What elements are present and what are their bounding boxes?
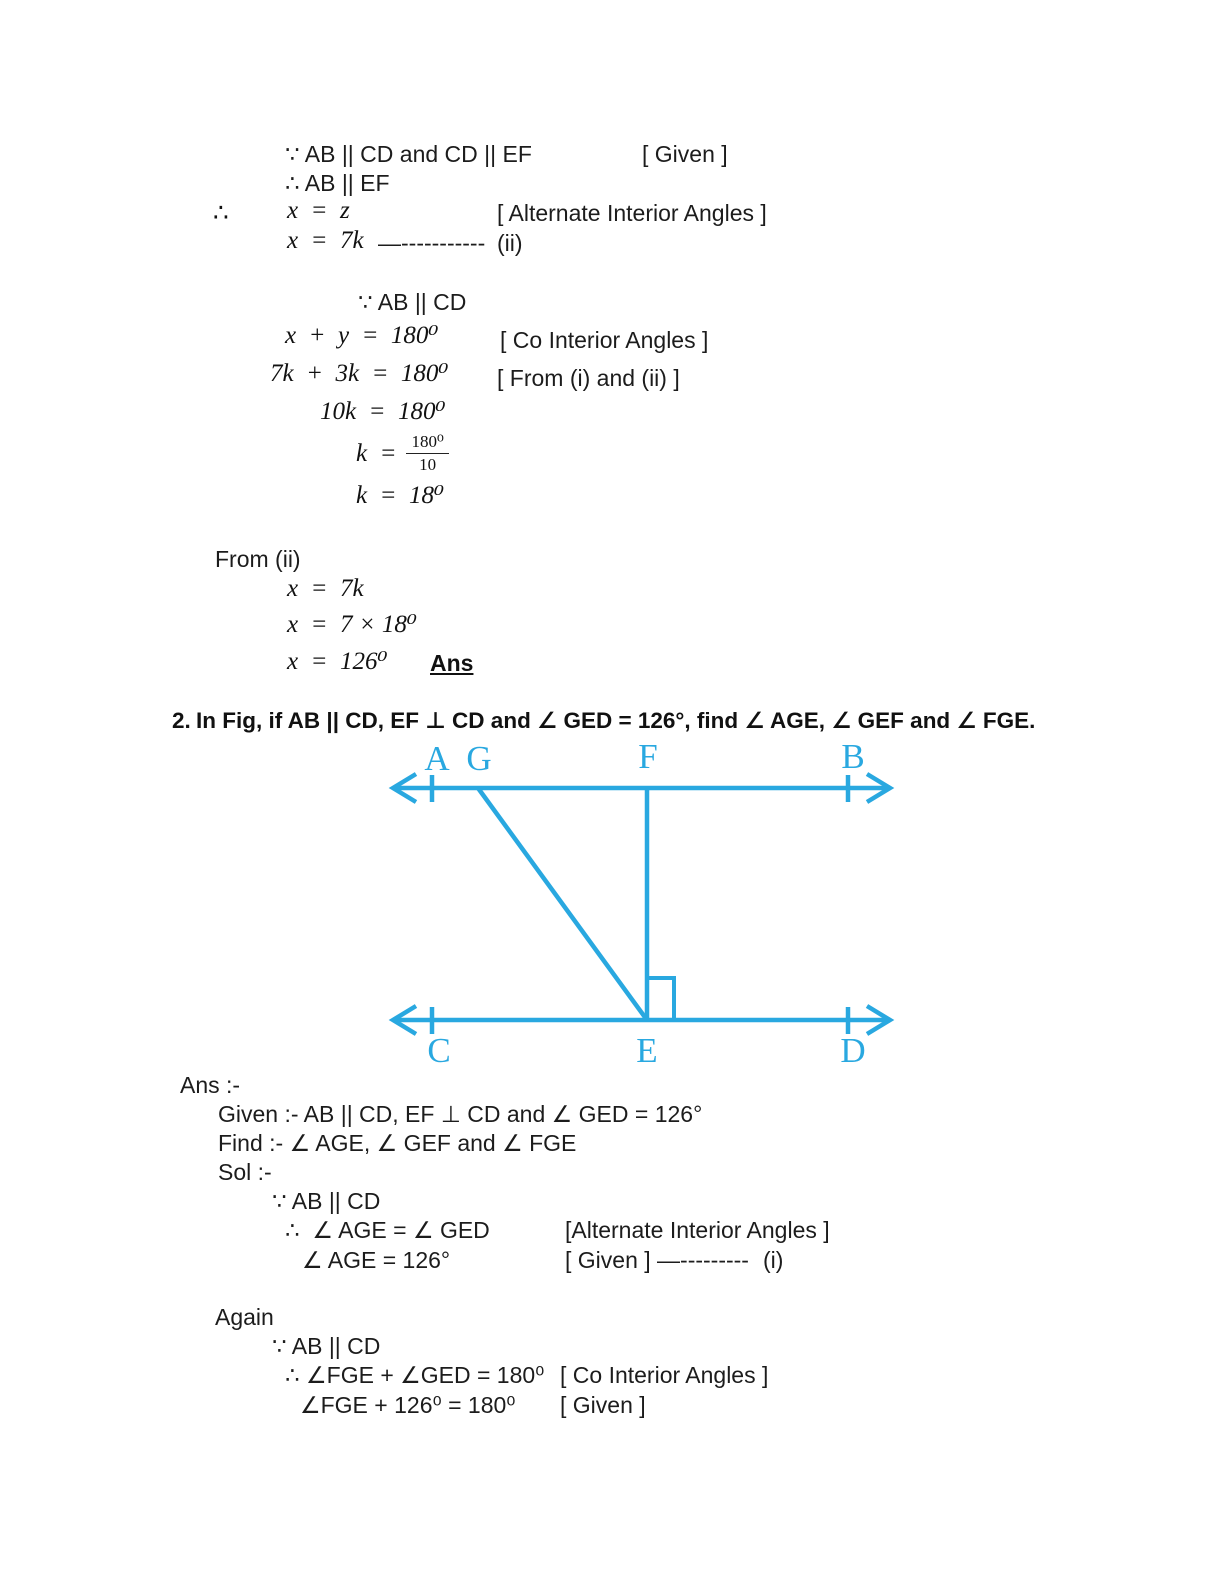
solution-heading: Sol :- [218,1159,272,1185]
question-number: 2. [172,708,191,733]
section-heading: From (ii) [215,546,301,572]
proof-statement: ∵ AB || CD [272,1333,381,1359]
question-text: In Fig, if AB || CD, EF ⊥ CD and ∠ GED = 126°, find ∠ AGE, ∠ GEF and ∠ FGE. [196,708,1036,733]
proof-statement: ∵ AB || CD and CD || EF [285,141,532,167]
reason-label: [ Given ] [642,141,728,167]
answer-label: Ans [430,650,474,676]
fraction-numerator: 180⁰ [406,432,448,454]
reason-label: [ Co Interior Angles ] [500,327,709,353]
equation: 7k + 3k = 180⁰ [270,360,449,387]
figure-point-label-B: B [841,737,865,776]
equation: x = 7k [287,227,364,254]
given-statement: Given :- AB || CD, EF ⊥ CD and ∠ GED = 126° [218,1101,703,1127]
fraction-lhs: k = [356,439,397,467]
equation-reference: (ii) [497,230,523,256]
figure-point-label-G: G [466,739,492,778]
figure-point-label-D: D [840,1031,866,1070]
proof-statement: ∴ AB || EF [285,170,390,196]
proof-statement: ∠FGE + 126⁰ = 180⁰ [300,1392,516,1418]
reason-label: [ Co Interior Angles ] [560,1362,769,1388]
equation-reference: (i) [763,1247,784,1273]
section-heading: Again [215,1304,274,1330]
fraction-denominator: 10 [419,455,437,475]
equation: 10k = 180⁰ [320,398,446,425]
equation: x = z [287,197,350,224]
line-GE [478,788,647,1020]
figure-point-label-C: C [427,1031,451,1070]
reason-label: [ Given ] [560,1392,646,1418]
proof-statement: ∴ ∠FGE + ∠GED = 180⁰ [285,1362,545,1388]
reason-label: [Alternate Interior Angles ] [565,1217,830,1243]
equation: x = 126⁰ [287,648,388,675]
figure-point-label-A: A [424,739,450,778]
equation: x = 7 × 18⁰ [287,611,417,638]
reason-label: [ Alternate Interior Angles ] [497,200,767,226]
proof-statement: ∠ AGE = 126° [302,1247,451,1273]
therefore-symbol: ∴ [213,198,229,227]
dash-leader: —----------- [378,230,486,256]
equation: k = 18⁰ [356,482,444,509]
reason-label: [ Given ] —--------- [565,1247,749,1273]
reason-label: [ From (i) and (ii) ] [497,365,680,391]
figure-point-label-E: E [636,1031,658,1070]
equation: x + y = 180⁰ [285,322,439,349]
fraction [406,432,448,476]
find-statement: Find :- ∠ AGE, ∠ GEF and ∠ FGE [218,1130,577,1156]
proof-statement: ∵ AB || CD [272,1188,381,1214]
equation-fraction [356,432,449,476]
proof-statement: ∵ AB || CD [358,289,467,315]
equation: x = 7k [287,575,364,602]
figure-point-label-F: F [638,737,658,776]
proof-statement: ∴ ∠ AGE = ∠ GED [285,1217,490,1243]
geometry-figure [380,735,910,1075]
right-angle-mark [647,978,674,1020]
answer-heading: Ans :- [180,1072,241,1098]
